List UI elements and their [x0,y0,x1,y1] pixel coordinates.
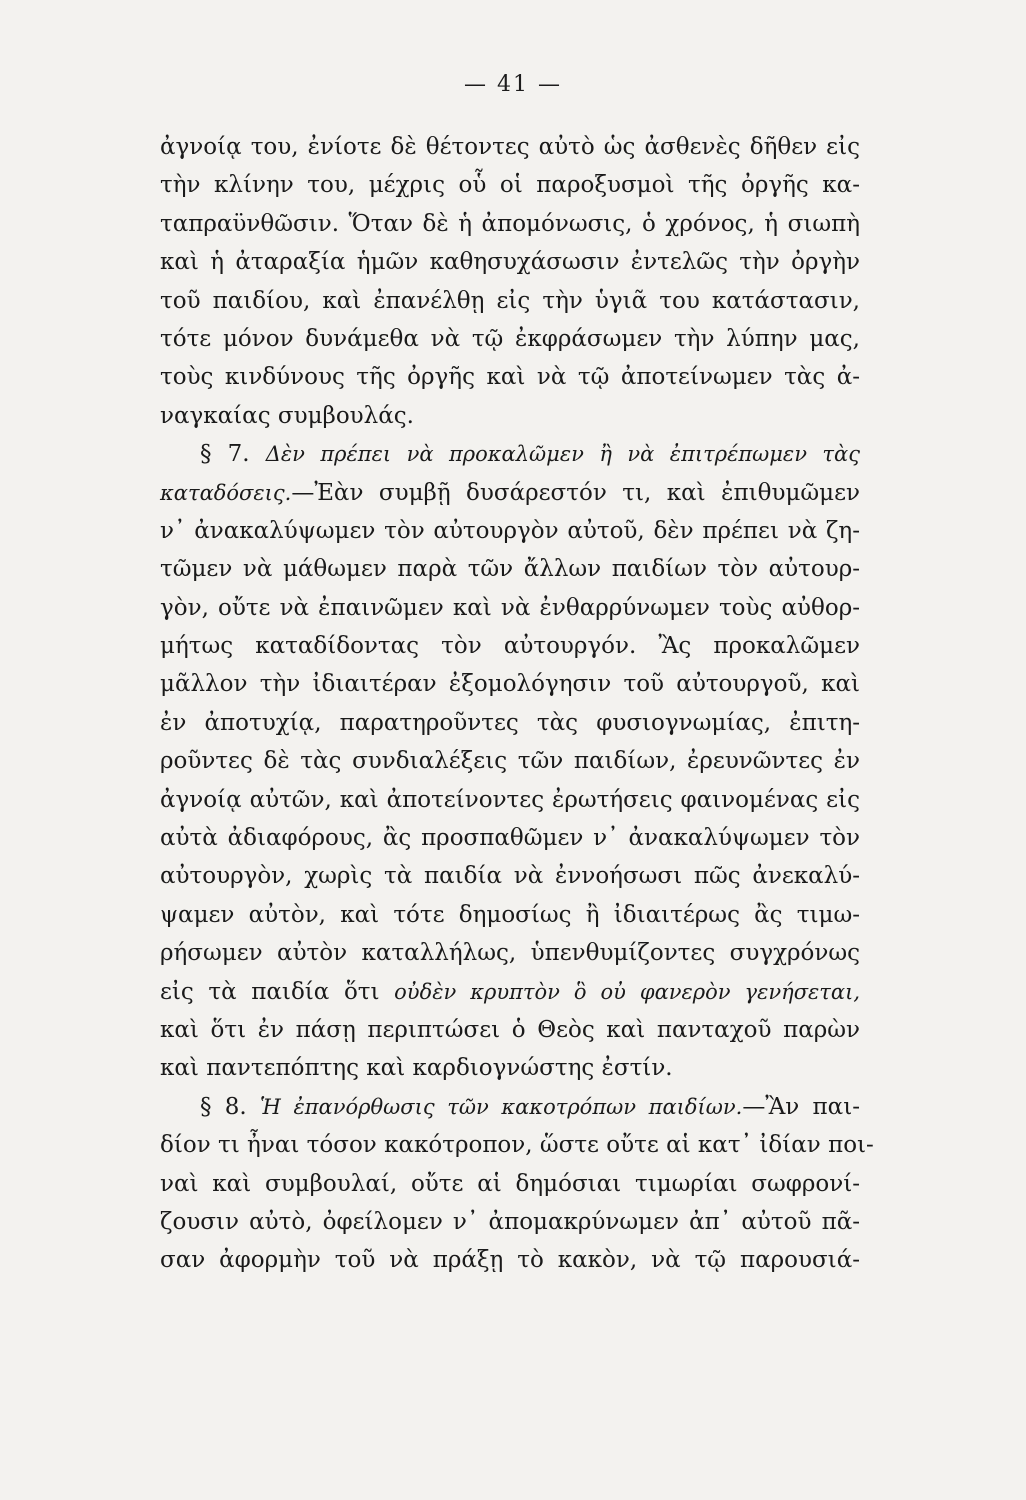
text-run: —Ἐὰν συμβῇ δυσάρεστόν τι, καὶ ἐπιθυμῶμεν [291,479,860,506]
page-number: — 41 — [464,72,562,97]
text-line: ἀγνοίᾳ του, ἐνίοτε δὲ θέτοντες αὐτὸ ὡς ἀσθενὲς δῆθεν εἰς [160,134,860,160]
text-line: ν᾽ ἀνακαλύψωμεν τὸν αὐτουργὸν αὐτοῦ, δὲν πρέπει νὰ ζη- [160,517,860,544]
body-text [160,128,874,1280]
text-line [160,973,860,1011]
text-line: τότε μόνον δυνάμεθα νὰ τῷ ἐκφράσωμεν τὴν λύπην μας, [160,325,860,352]
text-line: καὶ ἡ ἀταραξία ἡμῶν καθησυχάσωσιν ἐντελῶς τὴν ὀργὴν [160,249,860,276]
text-line: ρήσωμεν αὐτὸν καταλλήλως, ὑπενθυμίζοντες συγχρόνως [160,940,860,967]
text-line: ψαμεν αὐτὸν, καὶ τότε δημοσίως ἢ ἰδιαιτέρως ἂς τιμω- [160,901,860,928]
text-line: γὸν, οὔτε νὰ ἐπαινῶμεν καὶ νὰ ἐνθαρρύνωμεν τοὺς αὐθορ- [160,594,860,621]
text-line: τοὺς κινδύνους τῆς ὀργῆς καὶ νὰ τῷ ἀποτείνωμεν τὰς ἀ- [160,364,860,391]
text-line: καὶ ὅτι ἐν πάσῃ περιπτώσει ὁ Θεὸς καὶ πανταχοῦ παρὼν [160,1016,860,1043]
section-title: Ἡ ἐπανόρθωσις τῶν κακοτρόπων παιδίων. [260,1094,743,1119]
text-line: αὐτουργὸν, χωρὶς τὰ παιδία νὰ ἐννοήσωσι πῶς ἀνεκαλύ- [160,863,860,890]
text-line: ροῦντες δὲ τὰς συνδιαλέξεις τῶν παιδίων, ἐρευνῶντες ἐν [160,748,860,775]
section-mark: § 8. [200,1093,247,1120]
text-line: ἐν ἀποτυχίᾳ, παρατηροῦντες τὰς φυσιογνωμίας, ἐπιτη- [160,709,860,736]
text-line: ναὶ καὶ συμβουλαί, οὔτε αἱ δημόσιαι τιμωρίαι σωφρονί- [160,1170,860,1197]
section-mark: § 7. [200,441,250,468]
text-run: εἰς τὰ παιδία ὅτι [160,978,380,1005]
scripture-quote: οὐδὲν κρυπτὸν ὃ οὐ φανερὸν γενήσεται, [394,979,861,1004]
text-line: ἀγνοίᾳ αὐτῶν, καὶ ἀποτείνοντες ἐρωτήσεις φαινομένας εἰς [160,786,860,813]
text-line: καὶ παντεπόπτης καὶ καρδιογνώστης ἐστίν. [160,1055,673,1082]
text-line: σαν ἀφορμὴν τοῦ νὰ πράξῃ τὸ κακὸν, νὰ τῷ παρουσιά- [160,1247,860,1274]
text-line: μᾶλλον τὴν ἰδιαιτέραν ἐξομολόγησιν τοῦ αὐτουργοῦ, καὶ [160,671,860,698]
section-7-heading [160,435,860,473]
text-line: ζουσιν αὐτὸ, ὀφείλομεν ν᾽ ἀπομακρύνωμεν ἀπ᾽ αὐτοῦ πᾶ- [160,1208,860,1235]
text-line: ναγκαίας συμβουλάς. [160,402,414,429]
section-title: καταδόσεις. [160,480,292,505]
text-line: μήτως καταδίδοντας τὸν αὐτουργόν. Ἂς προκαλῶμεν [160,633,860,660]
text-line: αὐτὰ ἀδιαφόρους, ἂς προσπαθῶμεν ν᾽ ἀνακαλύψωμεν τὸν [160,825,860,852]
text-line: τῶμεν νὰ μάθωμεν παρὰ τῶν ἄλλων παιδίων τὸν αὐτουρ- [160,556,860,583]
section-title: Δὲν πρέπει νὰ προκαλῶμεν ἢ νὰ ἐπιτρέπωμεν τὰς [265,442,860,467]
text-line: τοῦ παιδίου, καὶ ἐπανέλθῃ εἰς τὴν ὑγιᾶ του κατάστασιν, [160,287,860,314]
section-8-heading [160,1088,860,1126]
text-line: τὴν κλίνην του, μέχρις οὗ οἱ παροξυσμοὶ τῆς ὀργῆς κα- [160,172,860,199]
text-line: ταπραϋνθῶσιν. Ὅταν δὲ ἡ ἀπομόνωσις, ὁ χρόνος, ἡ σιωπὴ [160,210,860,237]
text-run: —Ἂν παι- [742,1093,860,1120]
text-line [160,474,860,512]
text-line: δίον τι ἦναι τόσον κακότροπον, ὥστε οὔτε αἱ κατ᾽ ἰδίαν ποι- [160,1132,874,1159]
